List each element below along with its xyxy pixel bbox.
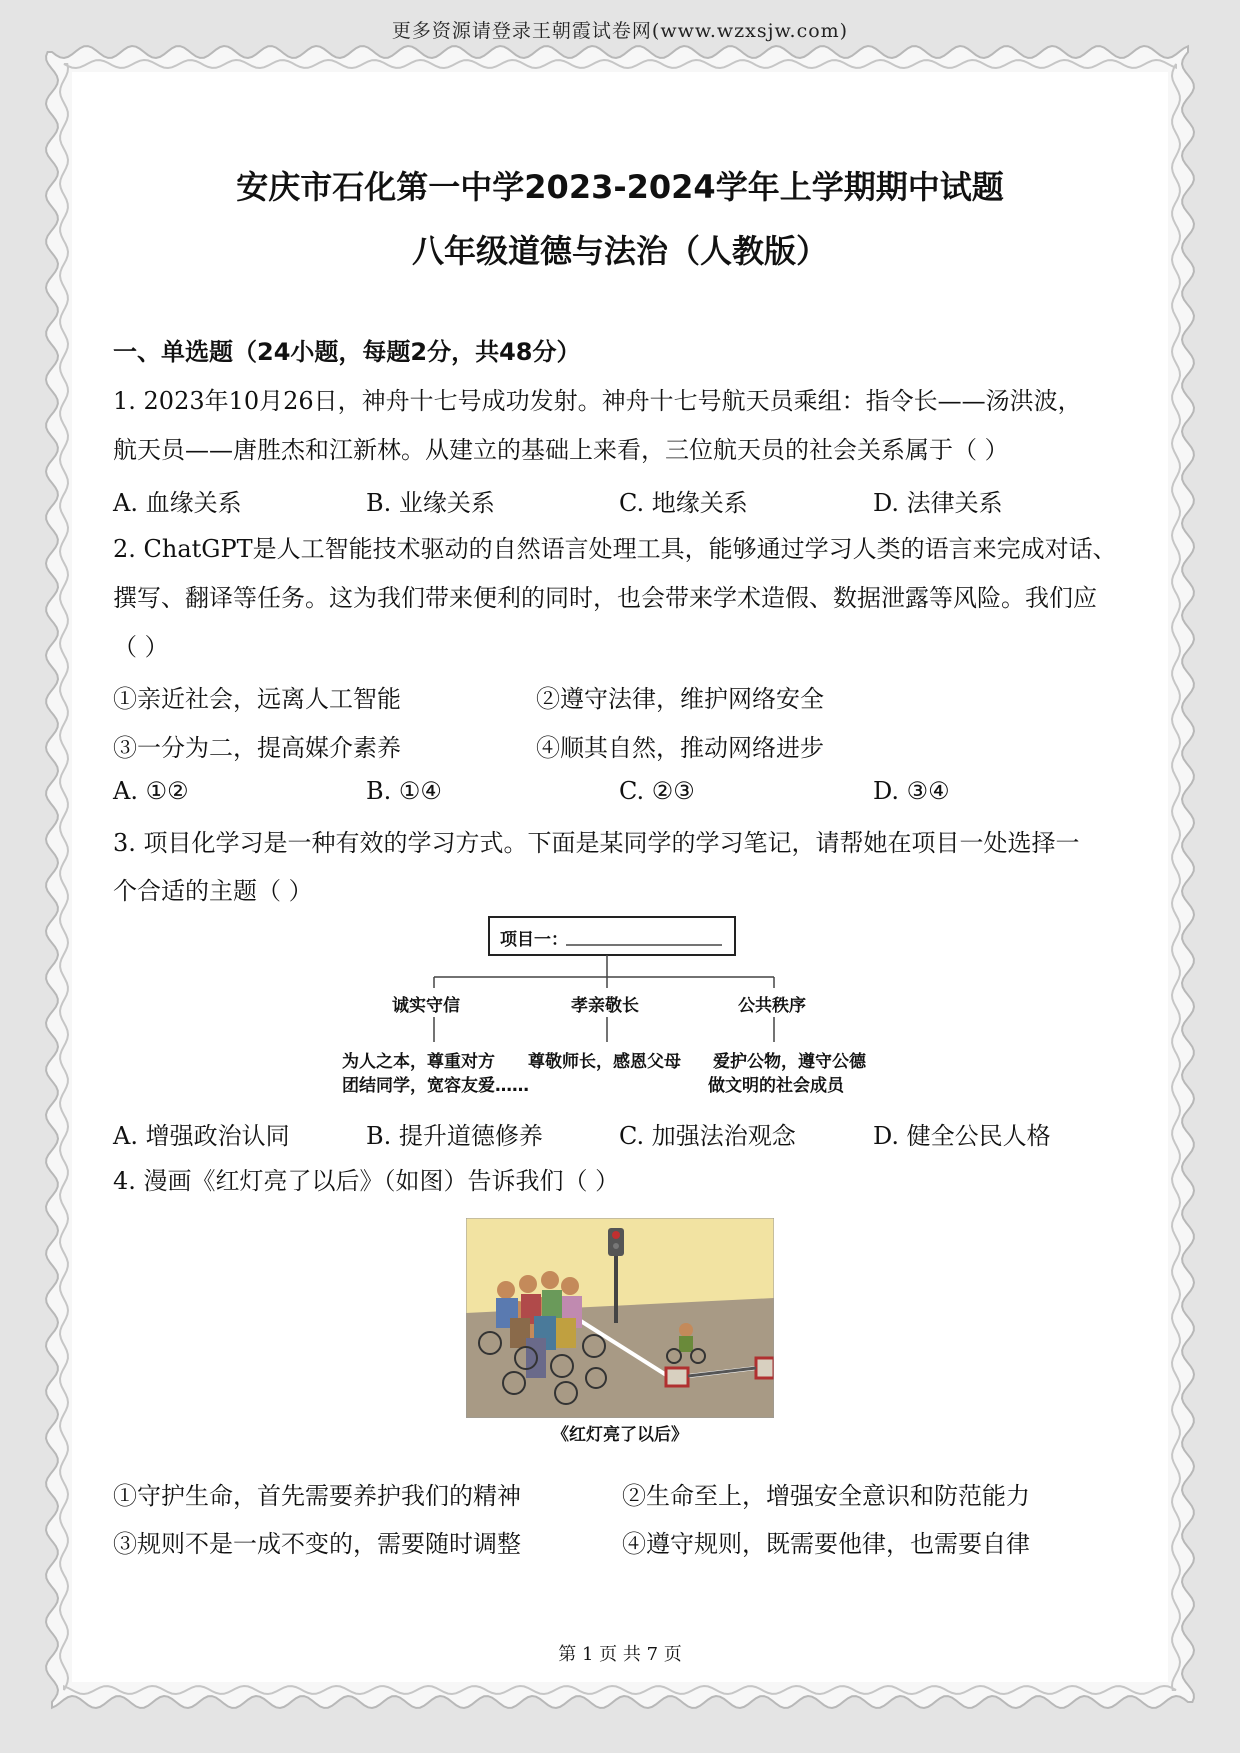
mindmap-box-label: 项目一： — [500, 930, 568, 950]
mindmap-branch-order: 公共秩序 — [738, 996, 806, 1016]
exam-subtitle: 八年级道德与法治（人教版） — [411, 232, 828, 270]
q2-option-c: C. ②③ — [619, 777, 695, 805]
q2-statement-3: ③一分为二，提高媒介素养 — [113, 734, 401, 762]
q3-option-a: A. 增强政治认同 — [113, 1122, 290, 1150]
source-banner: 更多资源请登录王朝霞试卷网(www.wzxsjw.com) — [391, 20, 849, 42]
q2-line3: （ ） — [113, 633, 169, 661]
q2-statement-4: ④顺其自然，推动网络进步 — [536, 734, 824, 762]
q3-option-d: D. 健全公民人格 — [873, 1122, 1051, 1150]
q1-option-a: A. 血缘关系 — [113, 489, 242, 517]
q3-line2: 个合适的主题（ ） — [113, 877, 313, 905]
section-heading: 一、单选题（24小题，每题2分，共48分） — [113, 338, 581, 366]
q3-line1: 3. 项目化学习是一种有效的学习方式。下面是某同学的学习笔记，请帮她在项目一处选择一 — [113, 829, 1080, 857]
q3-option-c: C. 加强法治观念 — [619, 1122, 796, 1150]
q1-option-b: B. 业缘关系 — [366, 489, 495, 517]
page-footer: 第 1 页 共 7 页 — [558, 1644, 682, 1665]
q1-option-d: D. 法律关系 — [873, 489, 1003, 517]
red-light-cartoon — [466, 1218, 774, 1418]
exam-title: 安庆市石化第一中学2023-2024学年上学期期中试题 — [236, 168, 1004, 206]
q4-cartoon-image — [466, 1218, 774, 1418]
q2-line2: 撰写、翻译等任务。这为我们带来便利的同时，也会带来学术造假、数据泄露等风险。我们应 — [113, 584, 1097, 612]
q4-statement-2: ②生命至上，增强安全意识和防范能力 — [622, 1482, 1030, 1510]
q1-line2: 航天员——唐胜杰和江新林。从建立的基础上来看，三位航天员的社会关系属于（ ） — [113, 436, 1009, 464]
q4-line1: 4. 漫画《红灯亮了以后》（如图）告诉我们（ ） — [113, 1167, 620, 1195]
mindmap-desc-right-2: 做文明的社会成员 — [708, 1076, 844, 1096]
q4-statement-3: ③规则不是一成不变的，需要随时调整 — [113, 1530, 521, 1558]
q4-statement-4: ④遵守规则，既需要他律，也需要自律 — [622, 1530, 1030, 1558]
mindmap-branch-filial: 孝亲敬长 — [571, 996, 639, 1016]
q2-option-d: D. ③④ — [873, 777, 950, 805]
q2-line1: 2. ChatGPT是人工智能技术驱动的自然语言处理工具，能够通过学习人类的语言来完成对话、 — [113, 535, 1117, 563]
q1-option-c: C. 地缘关系 — [619, 489, 748, 517]
q3-option-b: B. 提升道德修养 — [366, 1122, 543, 1150]
mindmap-desc-right-1: 爱护公物，遵守公德 — [713, 1052, 866, 1072]
q1-line1: 1. 2023年10月26日，神舟十七号成功发射。神舟十七号航天员乘组：指令长——汤洪波， — [113, 387, 1082, 415]
q2-option-b: B. ①④ — [366, 777, 442, 805]
q3-mindmap-figure — [330, 912, 900, 1098]
mindmap-desc-left-1: 为人之本，尊重对方 — [342, 1052, 495, 1072]
q4-statement-1: ①守护生命，首先需要养护我们的精神 — [113, 1482, 521, 1510]
q2-statement-2: ②遵守法律，维护网络安全 — [536, 685, 824, 713]
mindmap-branch-honesty: 诚实守信 — [392, 996, 460, 1016]
mindmap-desc-mid: 尊敬师长，感恩父母 — [528, 1052, 681, 1072]
q4-cartoon-caption: 《红灯亮了以后》 — [552, 1425, 688, 1445]
q2-statement-1: ①亲近社会，远离人工智能 — [113, 685, 401, 713]
q2-option-a: A. ①② — [113, 777, 189, 805]
mindmap-desc-left-2: 团结同学，宽容友爱…… — [342, 1076, 529, 1096]
